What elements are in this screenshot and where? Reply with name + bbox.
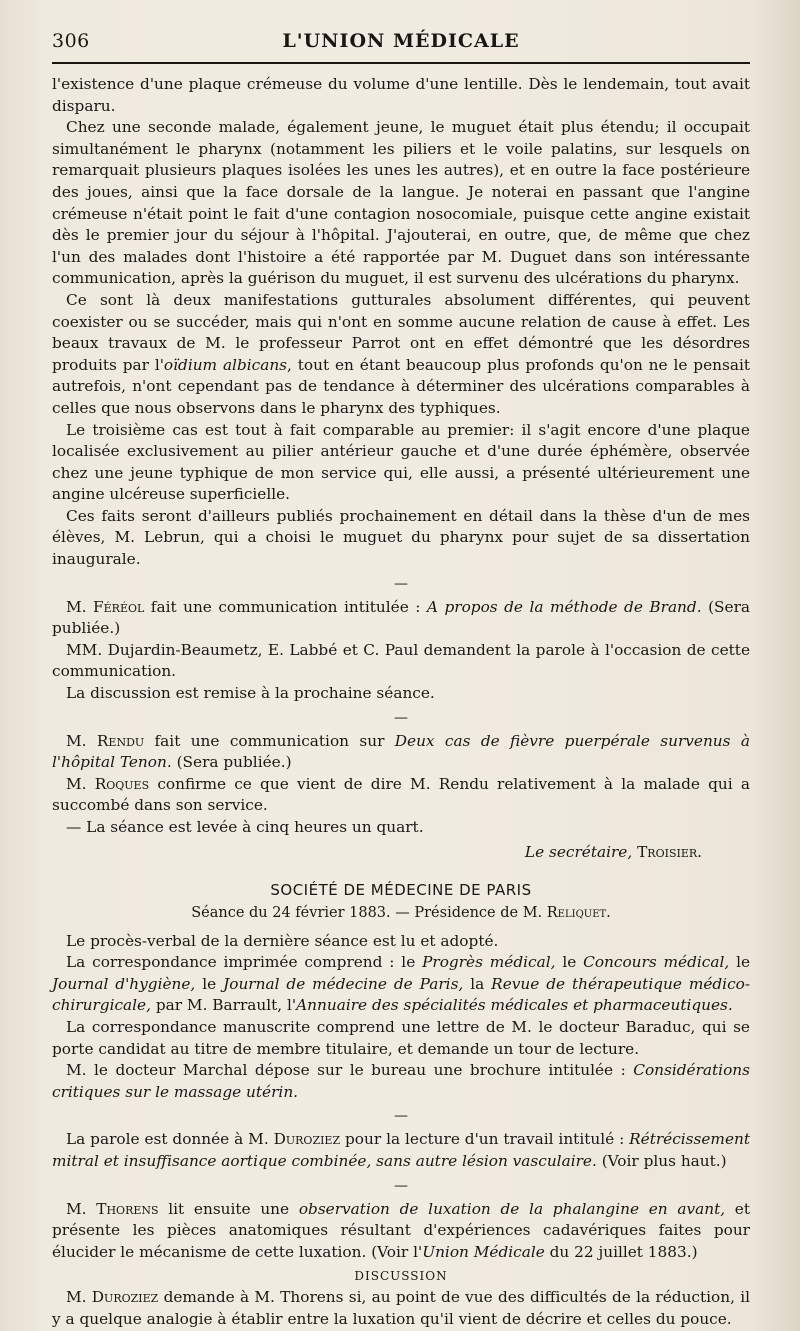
header-rule [52,62,750,64]
section-title: SOCIÉTÉ DE MÉDECINE DE PARIS [270,880,532,899]
page-number: 306 [52,30,90,52]
signature: Le secrétaire, Troisier. [524,842,702,861]
paragraph-marchal: M. le docteur Marchal dépose sur le bureau une brochure intitulée : Considérations critiques sur le massage utérin. [52,1061,750,1101]
paragraph-correspondance-imprimee: La correspondance imprimée comprend : le Progrès médical, le Concours médical, le Journal d'hygiène, le Journal de médecine de Paris, la Revue de thérapeutique médico-chirurgicale, par M. Barrault, l'Annuaire des spécialités médicales et pharmaceutiques. [52,953,751,1015]
paragraph-duroziez-question: M. Duroziez demande à M. Thorens si, au point de vue des difficultés de la réduction, il y a quelque analogie à établir entre la luxation qu'il vient de décrire et celles du pouce. [52,1288,750,1328]
page-header [52,30,750,62]
paragraph-duroziez-lecture: La parole est donnée à M. Duroziez pour la lecture d'un travail intitulé : Rétrécissement mitral et insuffisance aortique combinée, sans autre lésion vasculaire. (Voir plus haut.) [52,1130,750,1170]
separator-dash: — [394,1108,408,1125]
paragraph-second-patient: Chez une seconde malade, également jeune, le muguet était plus étendu; il occupait simultanément le pharynx (notamment les piliers et le voile palatins, sur lesquels on remarquait plusieurs plaques isolées les unes les autres), et en outre la face postérieure des joues, ainsi que la face dorsale de la langue. Je noterai en passant que l'angine crémeuse n'était point le fait d'une contagion nosocomiale, puisque cette angine existait dès le premier jour du séjour à l'hôpital. J'ajouterai, en outre, que, de même que chez l'un des malades dont l'histoire a été rapportée par M. Duguet dans son intéressante communication, après la guérison du muguet, il est survenu des ulcérations du pharynx. [52,118,750,288]
paragraph-correspondance-manuscrite: La correspondance manuscrite comprend une lettre de M. le docteur Baraduc, qui se porte candidat au titre de membre titulaire, et demande un tour de lecture. [52,1017,750,1058]
separator-dash: — [394,1177,408,1194]
separator-dash: — [394,575,408,592]
paragraph-third-case: Le troisième cas est tout à fait comparable au premier: il s'agit encore d'une plaque localisée exclusivement au pilier antérieur gauche et d'une durée éphémère, observée chez une jeune typhique de mon service qui, elle aussi, a présenté ultérieurement une angine ulcéreuse superficielle. [52,420,750,504]
separator-dash: — [394,709,408,726]
running-title: L'UNION MÉDICALE [282,30,520,52]
paragraph-continuation: l'existence d'une plaque crémeuse du volume d'une lentille. Dès le lendemain, tout avait disparu. [52,75,750,115]
session-line: Séance du 24 février 1883. — Présidence de M. Reliquet. [191,904,611,921]
paragraph-roques: M. Roques confirme ce que vient de dire M. Rendu relativement à la malade qui a succombé dans son service. [52,774,750,815]
paragraph-thorens: M. Thorens lit ensuite une observation de luxation de la phalangine en avant, et présente les pièces anatomiques résultant d'expériences cadavériques faites pour élucider le mécanisme de cette luxation. (Voir l'Union Médicale du 22 juillet 1883.) [52,1199,750,1261]
paragraph-manifestations: Ce sont là deux manifestations gutturales absolument différentes, qui peuvent coexister ou se succéder, mais qui n'ont en somme aucune relation de cause à effet. Les beaux travaux de M. le professeur Parrot ont en effet démontré que les désordres produits par l'oïdium albicans, tout en étant beaucoup plus profonds qu'on ne le pensait autrefois, n'ont cependant pas de tendance à déterminer des ulcérations comparables à celles que nous observons dans le pharynx des typhiques. [52,290,750,417]
paragraph-levee: — La séance est levée à cinq heures un quart. [66,818,424,836]
paragraph-rendu: M. Rendu fait une communication sur Deux cas de fièvre puerpérale survenus à l'hôpital Tenon. (Sera publiée.) [52,731,750,772]
paragraph-proces-verbal: Le procès-verbal de la dernière séance est lu et adopté. [66,931,499,950]
discussion-heading: DISCUSSION [354,1269,448,1284]
paragraph-dujardin: MM. Dujardin-Beaumetz, E. Labbé et C. Paul demandent la parole à l'occasion de cette communication. [52,640,750,681]
paragraph-remise: La discussion est remise à la prochaine séance. [66,684,435,703]
paragraph-fereol: M. Féréol fait une communication intitulée : A propos de la méthode de Brand. (Sera publiée.) [52,597,750,638]
paragraph-thesis: Ces faits seront d'ailleurs publiés prochainement en détail dans la thèse d'un de mes élèves, M. Lebrun, qui a choisi le muguet du pharynx pour sujet de sa dissertation inaugurale. [52,506,750,569]
